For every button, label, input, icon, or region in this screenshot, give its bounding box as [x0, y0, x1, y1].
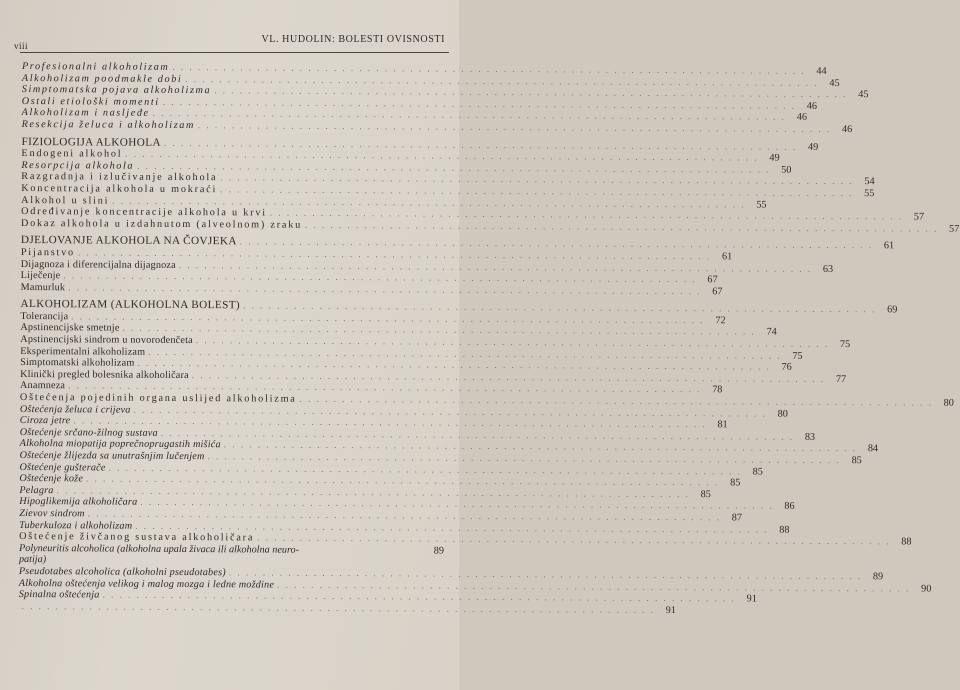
- toc-entry-page: 72: [715, 315, 726, 327]
- toc-entry-title: Resorpcija alkohola: [21, 159, 135, 172]
- toc-entry-title: Koncentracija alkohola u mokraći: [21, 182, 218, 196]
- toc-entry-page: 80: [777, 408, 788, 420]
- toc-entry-page: 61: [883, 240, 895, 252]
- toc-entry-page: 88: [901, 536, 912, 548]
- toc-entry-page: 91: [665, 604, 676, 616]
- toc-entry-page: 75: [839, 339, 851, 351]
- dot-leader: [68, 282, 701, 297]
- toc-entry-title: Pseudotabes alcoholica (alkoholni pseudotabes): [18, 565, 226, 579]
- toc-entry-page: 83: [804, 431, 816, 443]
- toc-entry-wrapped: [19, 543, 444, 569]
- toc-entry-title: Pelagra: [19, 484, 54, 496]
- toc-entry-title: Ostali etiološki momenti: [21, 95, 160, 108]
- toc-entry-title: Alkoholna miopatija poprečnoprugastih mišića: [19, 438, 221, 451]
- toc-entry-page: 49: [807, 141, 819, 153]
- toc-entry-title: Alkoholna oštećenja velikog i malog mozga i ledne moždine: [18, 577, 275, 591]
- toc-entry-page: 67: [707, 274, 718, 286]
- toc-entry-page: 74: [766, 327, 777, 339]
- toc-entry-page: 84: [867, 443, 879, 455]
- page-number: viii: [14, 41, 29, 51]
- toc-entry-title: Tolerancija: [20, 310, 69, 323]
- toc-entry-title: Apstinencijske smetnje: [20, 322, 120, 335]
- running-title: VL. HUDOLIN: BOLESTI OVISNOSTI: [261, 34, 445, 45]
- toc-entry-page: 91: [746, 593, 757, 605]
- toc-entry-title: Oštećenja želuca i crijeva: [19, 403, 131, 416]
- toc-entry-page: 49: [769, 152, 780, 164]
- toc-entry-title: Profesionalni alkoholizam: [21, 61, 170, 73]
- toc-entry-title: FIZIOLOGIJA ALKOHOLA: [21, 135, 161, 149]
- toc-entry-title: Simptomatska pojava alkoholizma: [21, 84, 212, 97]
- toc-entry-title: Simptomatski alkoholizam: [20, 357, 135, 369]
- toc-entry-title: Apstinencijski sindrom u novorođenčeta: [20, 334, 193, 347]
- toc-entry-title: Oštećenja pojedinih organa uslijed alkoholizma: [19, 392, 297, 405]
- toc-entry-page: 85: [700, 488, 711, 500]
- header-rule: [20, 52, 449, 53]
- dot-leader: [22, 601, 655, 616]
- toc-entry-title: Klinički pregled bolesnika alkoholičara: [20, 368, 189, 381]
- toc-entry-page: 85: [752, 466, 763, 478]
- toc-entry-title: Oštećenje gušterače: [19, 461, 106, 474]
- dot-leader: [305, 219, 938, 234]
- toc-entry-page: 69: [887, 304, 898, 316]
- toc-entry-page: 63: [822, 263, 834, 275]
- toc-entry-title: Dijagnoza i diferencijalna dijagnoza: [20, 258, 176, 271]
- toc-entry: [19, 601, 676, 616]
- toc-entry-page: 76: [781, 361, 792, 373]
- toc-entry-title: Tuberkuloza i alkoholizam: [19, 519, 133, 532]
- toc-entry-title-continued: patija): [18, 554, 47, 566]
- toc-entry-page: 81: [717, 419, 728, 431]
- toc-entry-title: Oštećenje kože: [19, 473, 84, 485]
- toc-entry-page: 89: [433, 545, 445, 557]
- toc-entry-page: 89: [872, 571, 884, 583]
- toc-entry: [20, 217, 960, 235]
- toc-entry-page: 46: [806, 100, 818, 112]
- toc-entry-page: 75: [792, 350, 803, 362]
- toc-entry-title: Oštećenje srčano-žilnog sustava: [19, 426, 158, 439]
- toc-entry-page: 90: [921, 583, 932, 595]
- toc-entry-page: 55: [756, 199, 767, 211]
- toc-entry-page: 50: [781, 164, 792, 176]
- toc-entry-page: 44: [816, 65, 827, 77]
- toc-entry-title: Ciroza jetre: [19, 415, 71, 427]
- toc-entry-title: Zievov sindrom: [19, 507, 85, 520]
- toc-entry-title: Oštećenje živčanog sustava alkoholičara: [19, 531, 255, 544]
- toc-entry-title: Pijanstvo: [20, 246, 75, 259]
- toc-entry-title: Određivanje koncentracije alkohola u krvi: [21, 206, 267, 219]
- toc-entry-title: Razgradnja i izlučivanje alkohola: [21, 171, 218, 184]
- toc-entry-title: Anamneza: [19, 380, 66, 392]
- toc-entry-title: ALKOHOLIZAM (ALKOHOLNA BOLEST): [20, 298, 241, 312]
- toc-entry-page: 45: [829, 77, 840, 89]
- toc-entry-page: 57: [949, 223, 960, 235]
- toc-entry-page: 61: [721, 251, 733, 263]
- toc-entry-title: Alkohol u slini: [21, 194, 110, 207]
- toc-entry-title: Spinalna oštećenja: [18, 589, 100, 601]
- toc-entry-title: Liječenje: [20, 270, 61, 282]
- toc-entry-page: 77: [835, 373, 847, 385]
- toc-entry-title: Resekcija želuca i alkoholizam: [21, 118, 195, 132]
- toc-entry: [20, 281, 723, 297]
- toc-entry-page: 87: [731, 512, 743, 524]
- toc-entry-title: Dokaz alkohola u izdahnutom (alveolnom) zraku: [20, 217, 303, 231]
- toc-entry-page: 45: [858, 89, 869, 101]
- toc-entry-title: Polyneuritis alcoholica (alkoholna upala živaca ili alkoholna neuro-: [18, 542, 300, 556]
- toc-entry-page: 55: [864, 188, 875, 200]
- toc-entry: [21, 118, 853, 136]
- page-header: [6, 28, 449, 51]
- toc-entry-page: 46: [796, 112, 807, 124]
- toc-entry-page: 85: [730, 477, 741, 489]
- toc-entry-title: Oštećenje žlijezda sa unutrašnjim lučenjem: [19, 449, 205, 463]
- toc-entry-title: Alkoholizam poodmakle dobi: [21, 72, 183, 85]
- table-of-contents: [18, 61, 960, 616]
- toc-entry-page: 78: [712, 384, 723, 396]
- toc-entry-page: 54: [864, 176, 875, 188]
- toc-entry-page: 67: [712, 285, 723, 297]
- toc-entry-page: 46: [841, 123, 853, 136]
- toc-entry-title: DJELOVANJE ALKOHOLA NA ČOVJEKA: [20, 234, 237, 248]
- dot-leader: [198, 120, 831, 135]
- toc-entry-page: 88: [779, 524, 790, 536]
- toc-entry-page: 57: [913, 211, 925, 223]
- toc-entry-page: 86: [784, 501, 795, 513]
- toc-entry-title: Eksperimentalni alkoholizam: [20, 345, 146, 358]
- toc-entry-page: 80: [943, 397, 954, 409]
- toc-entry-title: Hipoglikemija alkoholičara: [19, 496, 138, 509]
- toc-entry-title: Alkoholizam i nasljeđe: [21, 107, 150, 120]
- toc-entry-title: Mamurluk: [20, 281, 66, 293]
- toc-entry-page: 85: [851, 455, 862, 467]
- toc-entry-title: Endogeni alkohol: [21, 148, 123, 160]
